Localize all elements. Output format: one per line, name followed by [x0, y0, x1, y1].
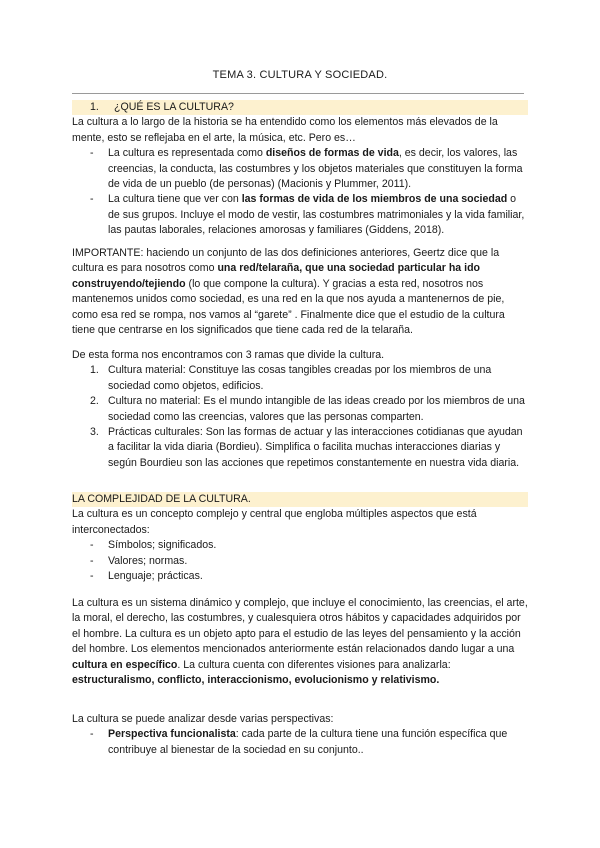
list-item: - Símbolos; significados.: [72, 538, 528, 553]
list-item: - Valores; normas.: [72, 554, 528, 569]
section-complexity: [72, 492, 528, 584]
dash-marker: -: [90, 728, 94, 741]
list-item: 2. Cultura no material: Es el mundo intangible de las ideas creado por los miembros de una sociedad como las creencias, valores que las personas comparten.: [90, 395, 525, 423]
aspects-list: [72, 538, 528, 584]
list-item: 1. Cultura material: Constituye las cosas tangibles creadas por los miembros de una sociedad como objetos, edificios.: [90, 364, 492, 392]
culture-branches: [72, 348, 528, 471]
dash-marker: -: [90, 193, 94, 206]
definition-list: [72, 146, 528, 238]
title-divider: [72, 93, 524, 94]
list-item: - Perspectiva funcionalista: cada parte de la cultura tiene una función específica que contribuye al bienestar de la sociedad en su conjunto..: [90, 728, 508, 756]
section-heading-text: ¿QUÉ ES LA CULTURA?: [114, 101, 234, 113]
list-item: 3. Prácticas culturales: Son las formas de actuar y las interacciones cotidianas que ayudan a facilitar la vida diaria (Bordieu). Simplifica o facilita muchas interacciones diarias y según Bourdieu son las acciones que repetimos constantemente en nuestra vida diaria.: [90, 426, 523, 469]
section-intro: La cultura a lo largo de la historia se ha entendido como los elementos más elevados de la mente, esto se reflejaba en el arte, la música, etc. Pero es…: [72, 116, 498, 144]
list-item: - Lenguaje; prácticas.: [72, 569, 528, 584]
section-heading: LA COMPLEJIDAD DE LA CULTURA.: [72, 492, 528, 507]
dash-marker: -: [90, 554, 94, 567]
section-intro: La cultura es un concepto complejo y central que engloba múltiples aspectos que está interconectados:: [72, 508, 477, 536]
complexity-paragraph: La cultura es un sistema dinámico y complejo, que incluye el conocimiento, las creencias, el arte, la moral, el derecho, las costumbres, y cualesquiera otros hábitos y capacidades adquiridos por el hombre. La cultura es un objeto apto para el estudio de las leyes del pensamiento y la acción del hombre. Los elementos mencionados anteriormente están relacionados dando lugar a una cultura en específico. La cultura cuenta con diferentes visiones para analizarla: estructuralismo, conflicto, interaccionismo, evolucionismo y relativismo.: [72, 597, 528, 687]
document-title: TEMA 3. CULTURA Y SOCIEDAD.: [212, 69, 388, 81]
section-number: 1.: [90, 101, 99, 113]
section-what-is-culture: [72, 100, 528, 239]
perspectives: [72, 712, 528, 758]
branches-intro: De esta forma nos encontramos con 3 ramas que divide la cultura.: [72, 349, 385, 361]
perspectives-intro: La cultura se puede analizar desde varias perspectivas:: [72, 713, 334, 725]
list-item: - La cultura tiene que ver con las formas de vida de los miembros de una sociedad o de sus grupos. Incluye el modo de vestir, las costumbres matrimoniales y la vida familiar, las pautas laborales, relaciones amorosas y familiares (Giddens, 2018).: [90, 193, 525, 237]
dash-marker: -: [90, 570, 94, 583]
dash-marker: -: [90, 539, 94, 552]
important-paragraph: IMPORTANTE: haciendo un conjunto de las dos definiciones anteriores, Geertz dice que la cultura es para nosotros como una red/telaraña, que una sociedad particular ha ido construyendo/tejiendo (lo que compone la cultura). Y gracias a esta red, nosotros nos mantenemos unidos como sociedad, es una red en la que nos ayuda a mantenernos de pie, como esa red se rompa, nos vamos al “garete” . Finalmente dice que el estudio de la cultura tiene que centrarse en los significados que tiene cada red de la telaraña.: [72, 247, 505, 337]
section-heading: [72, 100, 528, 115]
list-item: - La cultura es representada como diseños de formas de vida, es decir, los valores, las creencias, la conducta, las costumbres y los objetos materiales que constituyen la forma de vida de un pueblo (de personas) (Macionis y Plummer, 2011).: [90, 147, 523, 191]
perspectives-list: [72, 727, 528, 758]
branches-list: [72, 363, 528, 471]
dash-marker: -: [90, 147, 94, 160]
